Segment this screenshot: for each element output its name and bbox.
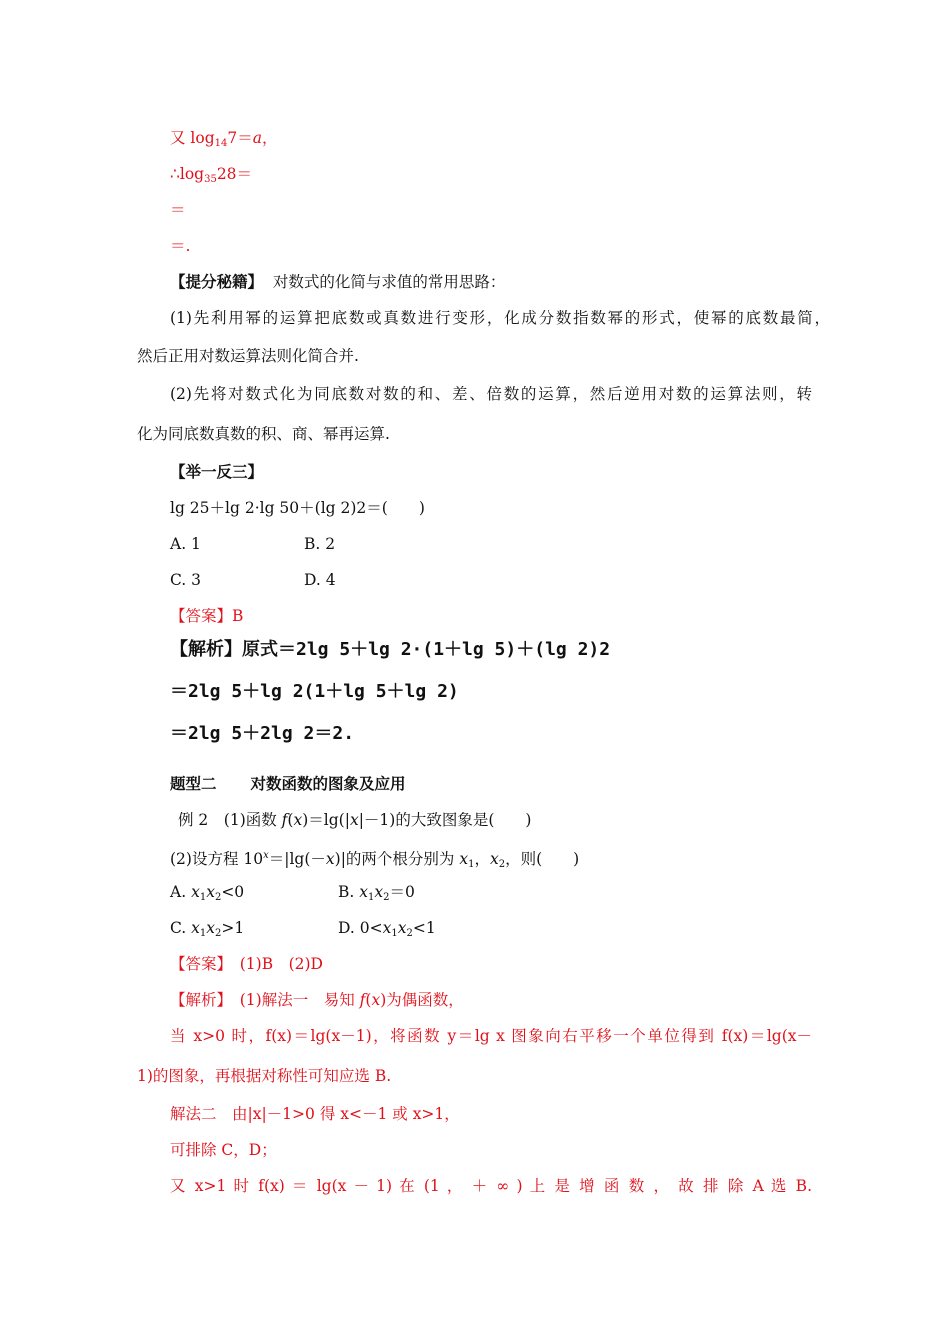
line-log14: 又 $\log_{14}7=a$，	[170, 129, 278, 149]
analysis-line-3: ＝2lg 5＋2lg 2＝2.	[170, 723, 355, 744]
tips-heading	[170, 272, 505, 292]
option2-b: B. $x_1x_2=0$	[338, 883, 415, 903]
option2-c: C. $x_1x_2>1$	[170, 919, 245, 939]
option-d: D. 4	[304, 571, 336, 589]
type2-title: 对数函数的图象及应用	[250, 774, 406, 793]
tip2-line-b: 化为同底数真数的积、商、幂再运算.	[137, 425, 390, 443]
tips-intro: 对数式的化简与求值的常用思路：	[272, 273, 506, 291]
option-b: B. 2	[304, 535, 336, 553]
example-title: 【举一反三】	[170, 462, 264, 481]
example2-q1: 例 2 (1)函数 f(x)＝lg(|x|－1)的大致图象是( )	[178, 811, 532, 829]
option2-a: A. $x_1x_2<0$	[170, 883, 245, 903]
line-equals-2: ＝.	[170, 237, 191, 255]
type2-label: 题型二	[170, 774, 217, 793]
analysis2-line-2: 当 x>0 时，f(x)＝lg(x－1)，将函数 y＝lg x 图象向右平移一个单位得到 f(x)＝lg(x－	[170, 1027, 812, 1045]
analysis2-line-1: 【解析】 (1)解法一 易知 f(x)为偶函数，	[170, 991, 464, 1009]
option-c: C. 3	[170, 571, 202, 589]
answer-1: 【答案】B	[170, 607, 244, 625]
analysis2-line-3: 1)的图象，再根据对称性可知应选 B.	[137, 1067, 392, 1085]
option-a: A. 1	[170, 535, 201, 553]
line-log35: $\therefore\log_{35}28=$	[170, 165, 253, 185]
analysis2-line-4: 解法二 由|x|－1>0 得 x<－1 或 x>1，	[170, 1105, 460, 1123]
tips-title: 【提分秘籍】	[170, 272, 264, 291]
analysis-line-2: ＝2lg 5＋lg 2(1＋lg 5＋lg 2)	[170, 681, 459, 702]
analysis2-line-5: 可排除 C，D；	[170, 1141, 277, 1159]
analysis-line-1: 【解析】原式＝2lg 5＋lg 2·(1＋lg 5)＋(lg 2)2	[170, 639, 611, 660]
analysis2-line-6: 又 x>1 时 f(x) ＝ lg(x － 1) 在 (1 ， ＋ ∞ ) 上 是 增 函 数 ， 故 排 除 A 选 B.	[170, 1177, 812, 1195]
tip1-line-a: (1)先利用幂的运算把底数或真数进行变形，化成分数指数幂的形式，使幂的底数最简，	[170, 309, 830, 327]
type2-heading	[170, 774, 406, 794]
example2-q2: (2)设方程 $10^x=|\lg(-x)|$的两个根分别为 $x_1$，$x_2$，则( )	[170, 850, 580, 870]
tip1-line-b: 然后正用对数运算法则化简合并.	[137, 347, 359, 365]
line-equals-1: ＝	[170, 201, 186, 219]
option2-d: D. $0<x_1x_2<1$	[338, 919, 436, 939]
answer-2: 【答案】 (1)B (2)D	[170, 955, 323, 973]
tip2-line-a: (2)先将对数式化为同底数对数的和、差、倍数的运算，然后逆用对数的运算法则，转	[170, 385, 812, 403]
question: lg 25＋lg 2·lg 50＋(lg 2)2＝( )	[170, 499, 425, 517]
